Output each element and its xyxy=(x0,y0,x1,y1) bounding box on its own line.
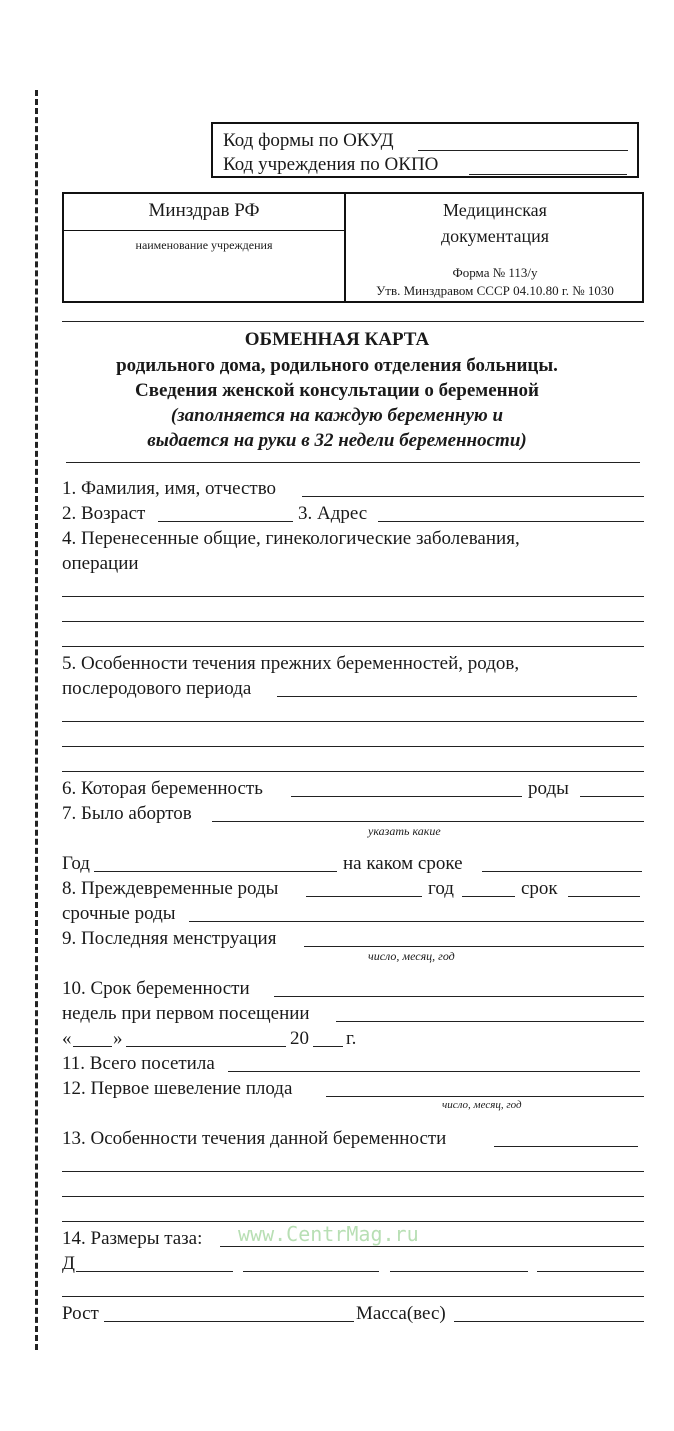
year-label: Год xyxy=(62,853,90,874)
top-rule xyxy=(62,321,644,322)
title-line5: выдается на руки в 32 недели беременности) xyxy=(147,430,527,451)
field-13-label: 13. Особенности течения данной беременности xyxy=(62,1128,447,1149)
field-14-label: 14. Размеры таза: xyxy=(62,1228,203,1249)
pelvis-measure-1[interactable] xyxy=(76,1271,233,1272)
header-box xyxy=(62,192,644,303)
institution-caption: наименование учреждения xyxy=(135,238,273,252)
codes-box xyxy=(211,122,639,178)
field-9-input[interactable] xyxy=(304,946,644,947)
field-8-label: 8. Преждевременные роды xyxy=(62,878,279,899)
field-10-input[interactable] xyxy=(274,996,644,997)
approval-text: Утв. Минздравом СССР 04.10.80 г. № 1030 xyxy=(376,283,614,298)
cut-line xyxy=(35,90,38,1350)
pelvis-measure-2[interactable] xyxy=(243,1271,379,1272)
field-5-line[interactable] xyxy=(62,771,644,772)
field-12-input[interactable] xyxy=(326,1096,644,1097)
pelvis-line[interactable] xyxy=(62,1296,644,1297)
title-line4: (заполняется на каждую беременную и xyxy=(170,405,504,426)
okud-field[interactable] xyxy=(418,150,628,151)
height-input[interactable] xyxy=(104,1321,354,1322)
height-label: Рост xyxy=(62,1303,99,1324)
pelvis-measure-4[interactable] xyxy=(537,1271,644,1272)
field-10-label: 10. Срок беременности xyxy=(62,978,250,999)
field-8-term-label: срок xyxy=(521,878,558,899)
field-2-label: 2. Возраст xyxy=(62,503,146,524)
date-day-input[interactable] xyxy=(73,1046,112,1047)
field-6-births-input[interactable] xyxy=(580,796,644,797)
field-1-input[interactable] xyxy=(302,496,644,497)
field-5-label: 5. Особенности течения прежних беременностей, родов, xyxy=(62,653,520,674)
field-5-line[interactable] xyxy=(62,746,644,747)
field-13-line[interactable] xyxy=(62,1171,644,1172)
ministry: Минздрав РФ xyxy=(148,200,260,221)
field-4-label-2: операции xyxy=(62,553,139,574)
field-13-input[interactable] xyxy=(494,1146,638,1147)
field-5-input[interactable] xyxy=(277,696,637,697)
field-6-input[interactable] xyxy=(291,796,522,797)
pelvis-d-label: Д xyxy=(62,1253,75,1274)
field-9-label: 9. Последняя менструация xyxy=(62,928,277,949)
field-12-hint: число, месяц, год xyxy=(442,1099,522,1111)
field-3-label: 3. Адрес xyxy=(298,503,368,524)
field-8-year-input[interactable] xyxy=(462,896,515,897)
field-11-label: 11. Всего посетила xyxy=(62,1053,215,1074)
med-doc-line2: документация xyxy=(440,226,550,246)
okpo-field[interactable] xyxy=(469,174,627,175)
field-7-hint: указать какие xyxy=(368,824,441,838)
field-7-input[interactable] xyxy=(212,821,644,822)
date-year-prefix: 20 xyxy=(290,1028,309,1049)
field-5-label-2: послеродового периода xyxy=(62,678,252,699)
field-3-input[interactable] xyxy=(378,521,644,522)
field-9-hint: число, месяц, год xyxy=(368,949,455,963)
weight-label: Масса(вес) xyxy=(356,1303,446,1324)
weight-input[interactable] xyxy=(454,1321,644,1322)
field-13-line[interactable] xyxy=(62,1196,644,1197)
field-4-label: 4. Перенесенные общие, гинекологические заболевания, xyxy=(62,528,520,549)
term-births-label: срочные роды xyxy=(62,903,176,924)
okud-label: Код формы по ОКУД xyxy=(223,130,394,151)
date-year-input[interactable] xyxy=(313,1046,343,1047)
title-rule xyxy=(66,462,640,463)
form-number: Форма № 113/у xyxy=(452,265,538,280)
field-1-label: 1. Фамилия, имя, отчество xyxy=(62,478,277,499)
weeks-first-visit-input[interactable] xyxy=(336,1021,644,1022)
watermark: www.CentrMag.ru xyxy=(238,1222,419,1246)
term-births-input[interactable] xyxy=(189,921,644,922)
header-separator xyxy=(64,230,344,231)
field-6-births-label: роды xyxy=(528,778,569,799)
weeks-first-visit-label: недель при первом посещении xyxy=(62,1003,310,1024)
okpo-label: Код учреждения по ОКПО xyxy=(223,154,439,175)
term-input[interactable] xyxy=(482,871,642,872)
term-label: на каком сроке xyxy=(343,853,463,874)
field-8-term-input[interactable] xyxy=(568,896,640,897)
field-7-label: 7. Было абортов xyxy=(62,803,192,824)
year-input[interactable] xyxy=(94,871,337,872)
field-8-year-label: год xyxy=(428,878,454,899)
med-doc-line1: Медицинская xyxy=(443,200,547,220)
field-5-line[interactable] xyxy=(62,721,644,722)
date-year-suffix: г. xyxy=(346,1028,357,1049)
title-line3: Сведения женской консультации о беременной xyxy=(134,380,539,401)
field-8-input[interactable] xyxy=(306,896,422,897)
field-2-input[interactable] xyxy=(158,521,293,522)
field-12-label: 12. Первое шевеление плода xyxy=(62,1078,293,1099)
title-main: ОБМЕННАЯ КАРТА xyxy=(244,329,430,350)
date-month-input[interactable] xyxy=(126,1046,286,1047)
date-open-quote: « xyxy=(62,1028,72,1049)
field-14-input[interactable] xyxy=(220,1246,644,1247)
title-line2: родильного дома, родильного отделения больницы. xyxy=(116,355,558,376)
pelvis-measure-3[interactable] xyxy=(390,1271,528,1272)
field-6-label: 6. Которая беременность xyxy=(62,778,263,799)
field-4-line[interactable] xyxy=(62,596,644,597)
field-11-input[interactable] xyxy=(228,1071,640,1072)
field-4-line[interactable] xyxy=(62,621,644,622)
field-4-line[interactable] xyxy=(62,646,644,647)
date-close-quote: » xyxy=(113,1028,123,1049)
